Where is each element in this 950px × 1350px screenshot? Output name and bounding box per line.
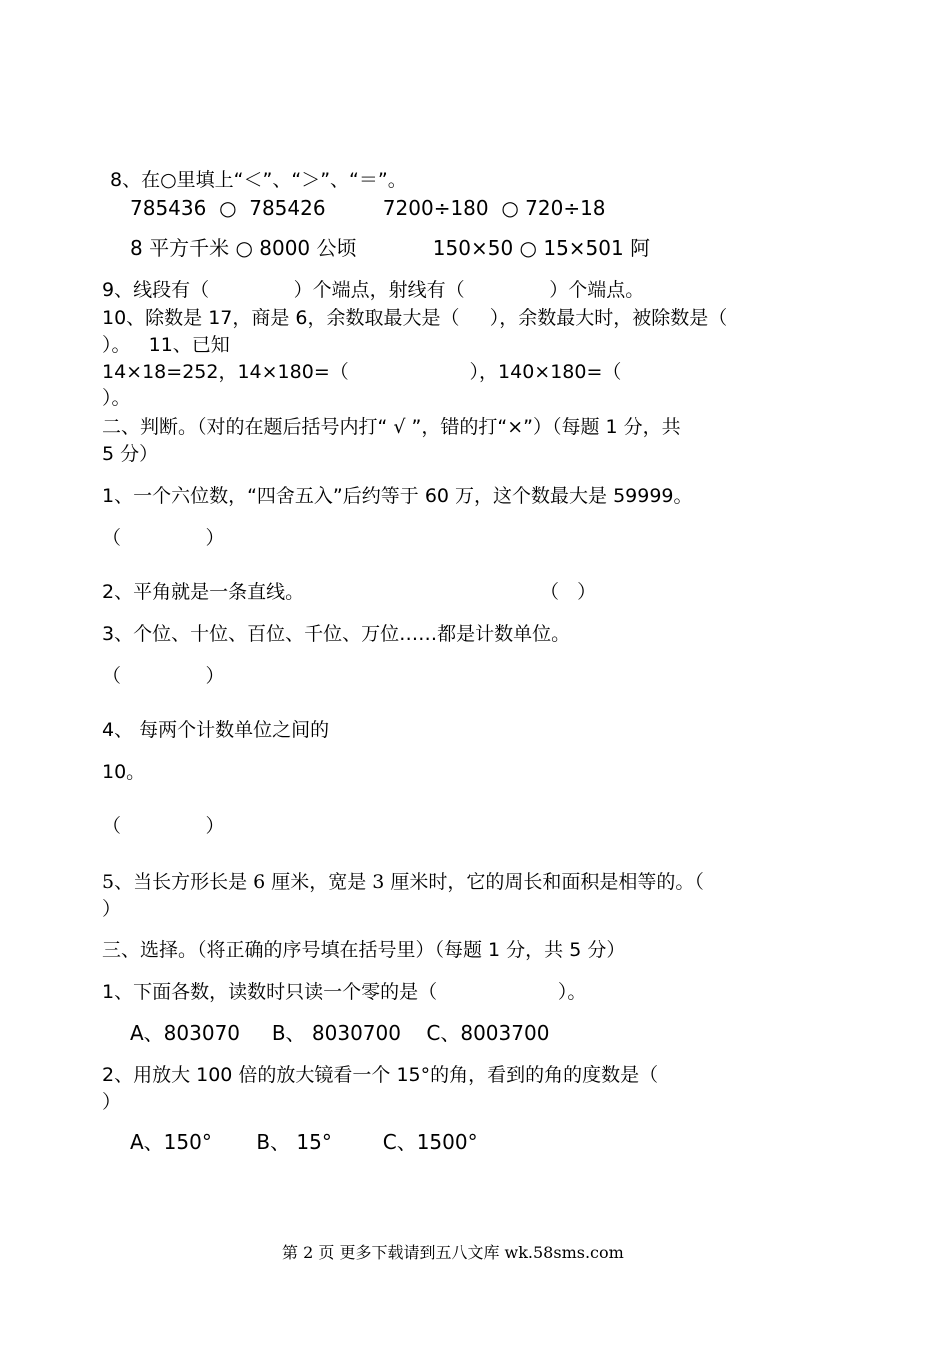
choice-q2-line2: ） [102, 1091, 122, 1113]
choice-q1-options: A、803070 B、 8030700 C、8003700 [130, 1021, 550, 1045]
judge-q4-line2: 10。 [102, 761, 146, 783]
judge-q5-line2: ） [102, 898, 122, 920]
judge-q4-line1: 4、 每两个计数单位之间的 [102, 719, 330, 741]
q8-prompt: 8、在○里填上“＜”、“＞”、“＝”。 [110, 169, 407, 191]
judge-q5-line1: 5、当长方形长是 6 厘米，宽是 3 厘米时，它的周长和面积是相等的。（ [102, 871, 704, 893]
q9: 9、线段有（ ）个端点，射线有（ ）个端点。 [102, 279, 645, 301]
judge-q4-bracket: （ ） [102, 815, 225, 837]
judge-q3-bracket: （ ） [102, 665, 225, 687]
choice-q2-options: A、150° B、 15° C、1500° [130, 1130, 478, 1154]
q11-line2: ）。 [102, 387, 131, 409]
choice-q1: 1、下面各数，读数时只读一个零的是（ ）。 [102, 981, 587, 1003]
judge-q2: 2、平角就是一条直线。 [102, 581, 305, 603]
judge-q1: 1、一个六位数，“四舍五入”后约等于 60 万，这个数最大是 59999。 [102, 485, 693, 507]
section2-title-line1: 二、判断。（对的在题后括号内打“ √ ”，错的打“×”）（每题 1 分，共 [102, 416, 681, 438]
q10-line1: 10、除数是 17，商是 6，余数取最大是（ ），余数最大时，被除数是（ [102, 307, 728, 329]
q8-row1: 785436 ○ 785426 7200÷180 ○ 720÷18 [130, 196, 606, 220]
judge-q3: 3、个位、十位、百位、千位、万位……都是计数单位。 [102, 623, 571, 645]
section2-title-line2: 5 分） [102, 443, 159, 465]
page-footer: 第 2 页 更多下载请到五八文库 wk.58sms.com [282, 1243, 624, 1262]
section3-title: 三、选择。（将正确的序号填在括号里）（每题 1 分，共 5 分） [102, 939, 626, 961]
q11-line1: 14×18=252，14×180=（ ），140×180=（ [102, 361, 622, 383]
q8-row2: 8 平方千米 ○ 8000 公顷 150×50 ○ 15×501 阿 [130, 236, 651, 260]
q10-line2: ）。 11、已知 [102, 334, 230, 356]
choice-q2-line1: 2、用放大 100 倍的放大镜看一个 15°的角，看到的角的度数是（ [102, 1064, 659, 1086]
judge-q2-bracket: （ ） [540, 581, 597, 603]
judge-q1-bracket: （ ） [102, 527, 225, 549]
